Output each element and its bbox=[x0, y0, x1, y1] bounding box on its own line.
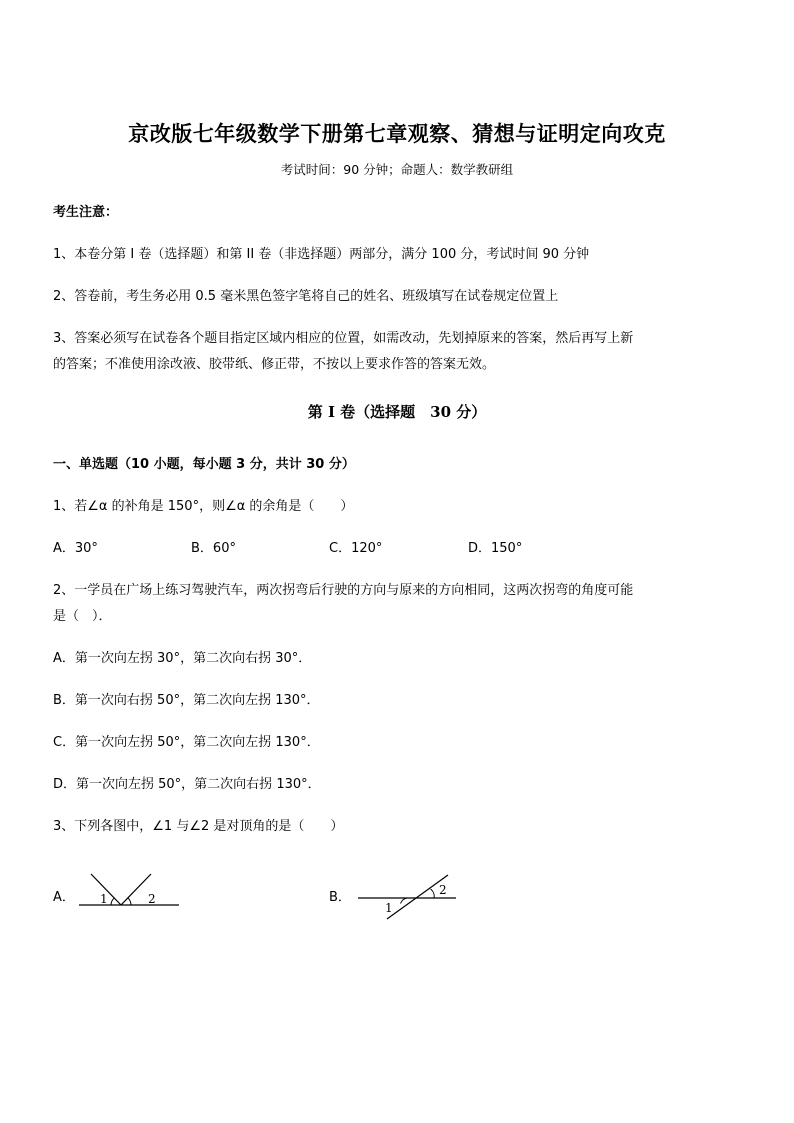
question-2-option-b: B．第一次向右拐 50°，第二次向左拐 130°． bbox=[53, 693, 320, 708]
notice-item-3-continued: 的答案；不准使用涂改液、胶带纸、修正带，不按以上要求作答的答案无效。 bbox=[53, 357, 496, 372]
figure-a-angle-1-arc bbox=[111, 898, 114, 905]
angle-figure-b bbox=[350, 866, 462, 924]
question-1-option-c: C．120° bbox=[329, 541, 383, 556]
question-3-option-b-label: B． bbox=[329, 890, 351, 905]
notice-item-2: 2、答卷前，考生务必用 0.5 毫米黑色签字笔将自己的姓名、班级填写在试卷规定位置上 bbox=[53, 289, 559, 304]
question-2-stem: 2、一学员在广场上练习驾驶汽车，两次拐弯后行驶的方向与原来的方向相同，这两次拐弯的角度可能 bbox=[53, 583, 634, 598]
figure-a-angle-1-label: 1 bbox=[100, 892, 108, 906]
figure-b-angle-1-arc bbox=[401, 898, 408, 904]
figure-a-angle-2-label: 2 bbox=[148, 892, 156, 906]
question-3-stem: 3、下列各图中，∠1 与∠2 是对顶角的是（ ） bbox=[53, 819, 344, 834]
figure-a-angle-2-arc bbox=[128, 898, 131, 905]
notice-item-1: 1、本卷分第 I 卷（选择题）和第 II 卷（非选择题）两部分，满分 100 分，考试时间 90 分钟 bbox=[53, 247, 590, 262]
question-2-stem-continued: 是（ ）． bbox=[53, 609, 112, 624]
figure-b-transversal bbox=[387, 875, 448, 919]
notice-item-3: 3、答案必须写在试卷各个题目指定区域内相应的位置，如需改动，先划掉原来的答案，然后再写上新 bbox=[53, 331, 634, 346]
notice-heading: 考生注意： bbox=[53, 205, 119, 220]
figure-b-angle-2-arc bbox=[431, 889, 435, 898]
part-heading: 一、单选题（10 小题，每小题 3 分，共计 30 分） bbox=[53, 457, 355, 472]
question-1-option-b: B．60° bbox=[191, 541, 236, 556]
figure-b-angle-2-label: 2 bbox=[439, 883, 447, 897]
exam-info: 考试时间：90 分钟；命题人：数学教研组 bbox=[280, 162, 514, 177]
question-2-option-d: D．第一次向左拐 50°，第二次向右拐 130°． bbox=[53, 777, 321, 792]
question-1-stem: 1、若∠α 的补角是 150°，则∠α 的余角是（ ） bbox=[53, 499, 354, 514]
angle-figure-a bbox=[75, 866, 185, 912]
section-title: 第 I 卷（选择题 30 分） bbox=[307, 403, 487, 421]
page-title: 京改版七年级数学下册第七章观察、猜想与证明定向攻克 bbox=[128, 121, 666, 146]
question-3-option-a-label: A． bbox=[53, 890, 75, 905]
question-1-option-a: A．30° bbox=[53, 541, 98, 556]
figure-b-angle-1-label: 1 bbox=[385, 901, 393, 915]
question-1-option-d: D．150° bbox=[468, 541, 523, 556]
question-2-option-c: C．第一次向左拐 50°，第二次向左拐 130°． bbox=[53, 735, 320, 750]
figure-a-right-ray bbox=[121, 874, 151, 905]
question-2-option-a: A．第一次向左拐 30°，第二次向右拐 30°． bbox=[53, 651, 312, 666]
